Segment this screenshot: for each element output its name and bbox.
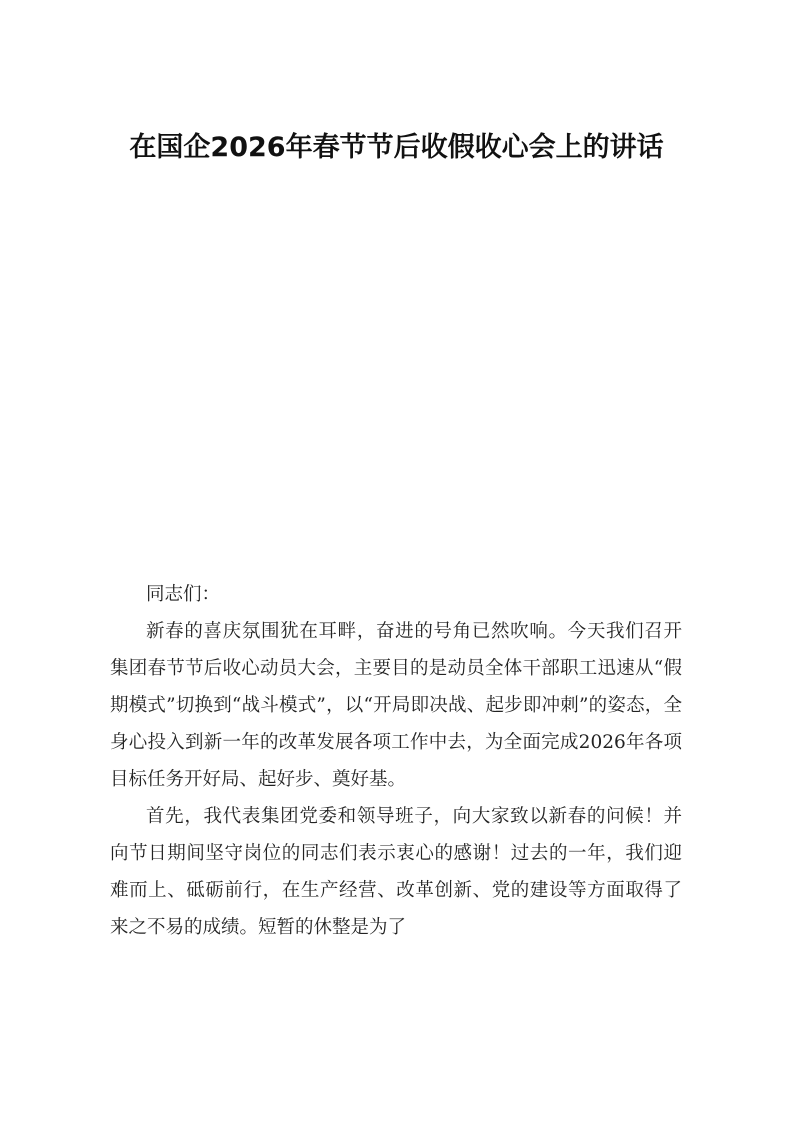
greeting: 同志们： — [146, 584, 221, 605]
paragraph-1: 新春的喜庆氛围犹在耳畔，奋进的号角已然吹响。今天我们召开集团春节节后收心动员大会，主要目的是动员全体干部职工迅速从“假期模式”切换到“战斗模式”，以“开局即决战、起步即冲刺”的姿态，全身心投入到新一年的改革发展各项工作中去，为全面完成2026年各项目标任务开好局、起好步、奠好基。 — [110, 621, 682, 790]
paragraph-2: 首先，我代表集团党委和领导班子，向大家致以新春的问候！并向节日期间坚守岗位的同志们表示衷心的感谢！过去的一年，我们迎难而上、砥砺前行，在生产经营、改革创新、党的建设等方面取得了来之不易的成绩。短暂的休整是为了 — [110, 806, 682, 938]
document-title: 在国企2026年春节节后收假收心会上的讲话 — [129, 132, 664, 163]
document-body — [110, 576, 682, 946]
